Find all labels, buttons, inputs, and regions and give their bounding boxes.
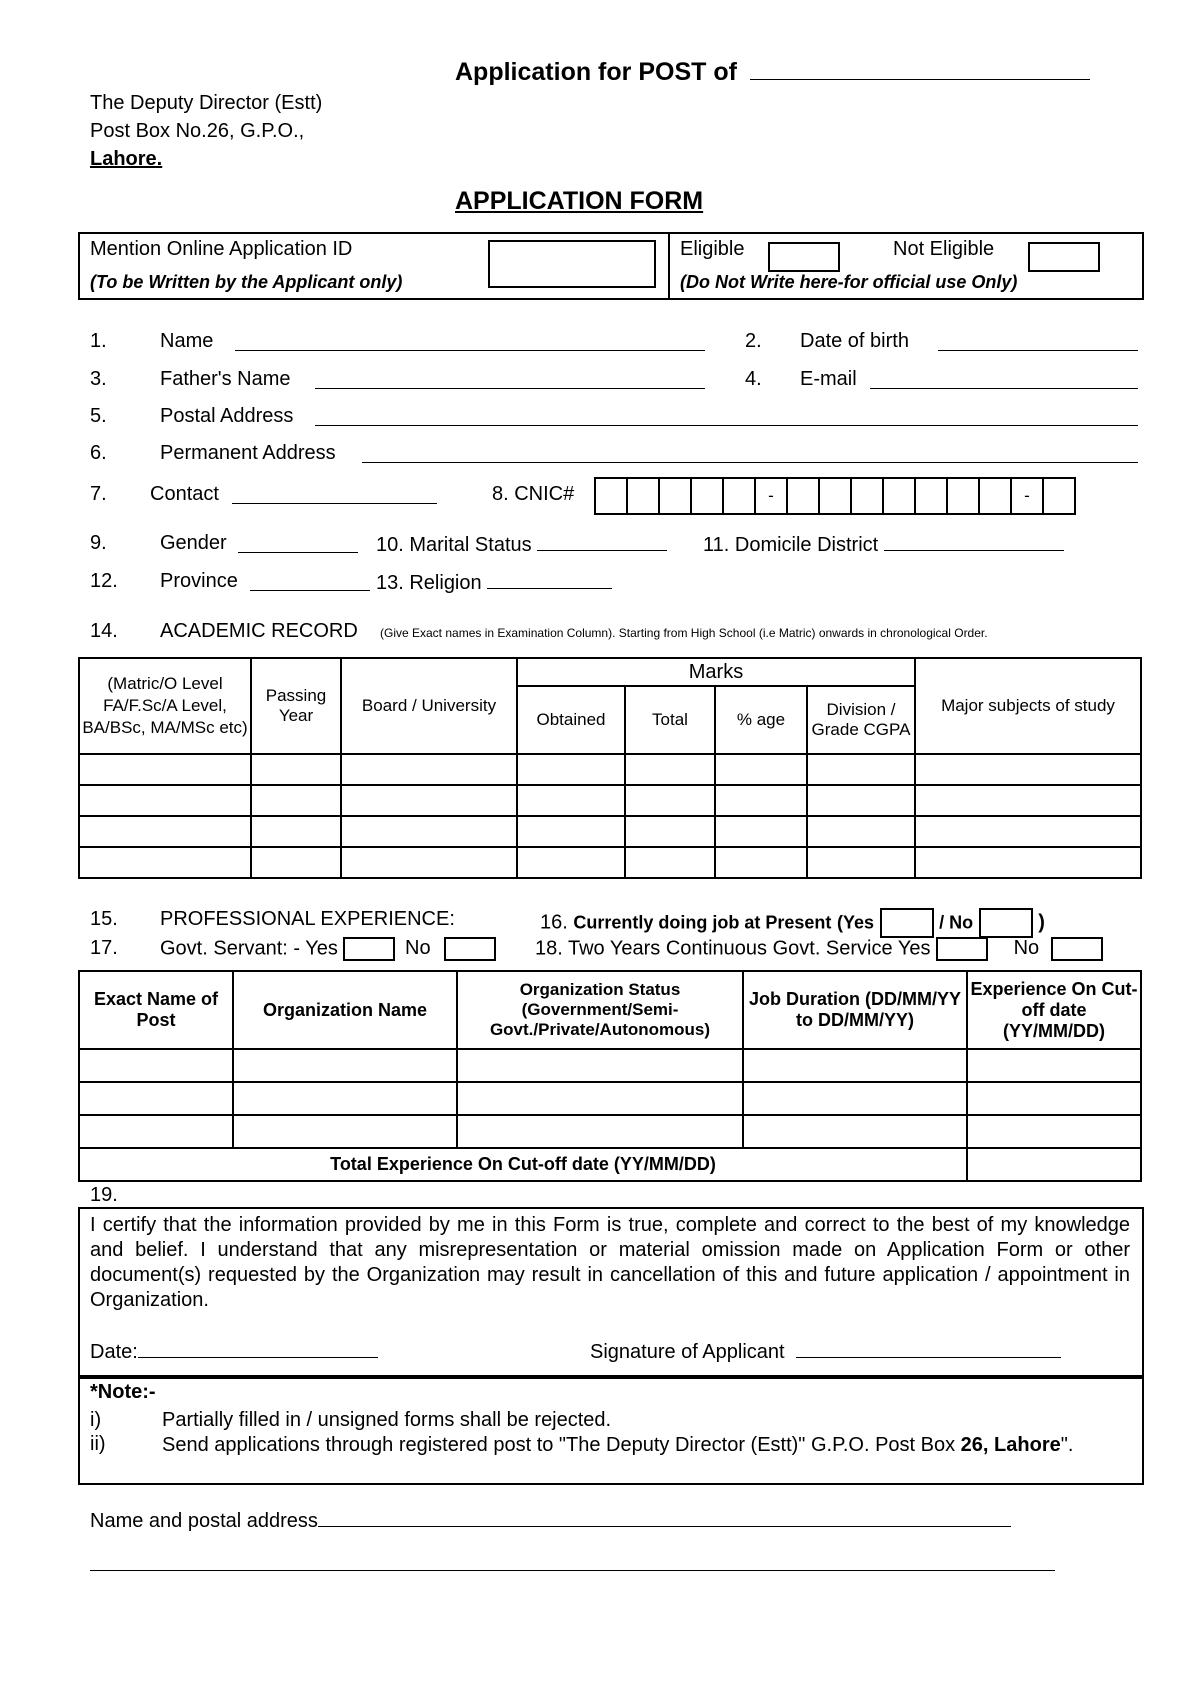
gender-label: Gender	[160, 532, 227, 554]
field-5	[90, 405, 294, 428]
govt-group	[160, 937, 496, 961]
table-row[interactable]	[79, 847, 1141, 878]
field-2	[745, 330, 909, 353]
table-row[interactable]	[79, 754, 1141, 785]
field-3	[90, 368, 291, 391]
col-board: Board / University	[341, 658, 517, 754]
religion-input-line[interactable]	[487, 570, 612, 589]
cnic-digit[interactable]	[851, 478, 883, 514]
q16-yes: (Yes	[836, 912, 874, 933]
num-12: 12.	[90, 570, 118, 592]
q18-no-label: No	[1013, 937, 1040, 960]
signature-field	[590, 1339, 1061, 1364]
field-9	[90, 532, 227, 555]
govt-yes-box[interactable]	[343, 937, 395, 961]
domicile-input-line[interactable]	[884, 532, 1064, 551]
name-address-line[interactable]	[318, 1508, 1011, 1527]
father-label: Father's Name	[160, 368, 291, 390]
num-17: 17.	[90, 937, 118, 959]
num-4: 4.	[745, 368, 762, 390]
marital-label: 10. Marital Status	[376, 534, 532, 556]
field-18	[535, 937, 1103, 961]
form-title: APPLICATION FORM	[455, 187, 704, 215]
note-ii-bold: 26,	[960, 1434, 989, 1456]
official-note: (Do Not Write here-for official use Only)	[680, 272, 1018, 292]
cnic-digit[interactable]	[787, 478, 819, 514]
name-address-line-2[interactable]	[90, 1570, 1055, 1571]
contact-input-line[interactable]	[232, 485, 437, 504]
cnic-digit[interactable]	[627, 478, 659, 514]
cnic-digit[interactable]	[883, 478, 915, 514]
num-6: 6.	[90, 442, 107, 464]
num-14: 14.	[90, 620, 118, 642]
date-label: Date:	[90, 1341, 138, 1363]
name-input-line[interactable]	[235, 332, 705, 351]
online-id-box	[78, 232, 1144, 300]
col-division: Division / Grade CGPA	[807, 686, 915, 754]
col-pct: % age	[715, 686, 807, 754]
col-marks: Marks	[517, 658, 915, 686]
col-year: Passing Year	[251, 658, 341, 754]
q18-yes-box[interactable]	[936, 937, 988, 961]
cnic-digit[interactable]	[947, 478, 979, 514]
note-ii-text-a: Send applications through registered post to "The Deputy Director (Estt)" G.P.O. Post Box	[162, 1434, 956, 1456]
religion-label: 13. Religion	[376, 572, 482, 594]
table-row[interactable]	[79, 1082, 1141, 1115]
postal-input-line[interactable]	[315, 407, 1138, 426]
field-16	[540, 908, 1045, 938]
cnic-digit[interactable]	[979, 478, 1011, 514]
contact-label: Contact	[150, 483, 219, 505]
cnic-digit[interactable]	[819, 478, 851, 514]
father-input-line[interactable]	[315, 370, 705, 389]
field-4	[745, 368, 857, 391]
col-status: Organization Status (Government/Semi-Govt./Private/Autonomous)	[457, 971, 743, 1049]
cnic-dash: -	[1011, 478, 1043, 514]
cnic-dash: -	[755, 478, 787, 514]
field-17	[90, 937, 431, 960]
signature-input-line[interactable]	[796, 1339, 1061, 1358]
num-1: 1.	[90, 330, 107, 352]
dob-input-line[interactable]	[938, 332, 1138, 351]
col-total: Total	[625, 686, 715, 754]
cnic-boxes[interactable]	[594, 477, 1076, 515]
num-15: 15.	[90, 908, 118, 930]
num-5: 5.	[90, 405, 107, 427]
domicile-field	[703, 532, 1064, 557]
govt-no-label: No	[405, 937, 431, 960]
q16-yes-box[interactable]	[880, 908, 934, 938]
cnic-digit[interactable]	[723, 478, 755, 514]
field-1	[90, 330, 214, 353]
province-input-line[interactable]	[250, 572, 370, 591]
academic-label: ACADEMIC RECORD	[160, 620, 358, 642]
note-ii-end: ".	[1060, 1434, 1074, 1456]
note-ii-text	[162, 1433, 1132, 1458]
table-row[interactable]	[79, 1115, 1141, 1148]
email-input-line[interactable]	[870, 370, 1138, 389]
total-experience-label: Total Experience On Cut-off date (YY/MM/DD)	[79, 1148, 967, 1181]
permanent-input-line[interactable]	[362, 444, 1138, 463]
total-experience-cell[interactable]	[967, 1148, 1141, 1181]
field-6	[90, 442, 336, 465]
num-7: 7.	[90, 483, 107, 505]
online-id-label: Mention Online Application ID	[90, 238, 353, 260]
declaration-text: I certify that the information provided by me in this Form is true, complete and correct to the best of my knowledge and belief. I understand that any misrepresentation or material omission made on Application Form or other document(s) requested by the Organization may result in cancellation of this and future application / appointment in Organization.	[90, 1214, 1130, 1311]
academic-table	[78, 657, 1142, 879]
col-duration: Job Duration (DD/MM/YY to DD/MM/YY)	[743, 971, 967, 1049]
table-row[interactable]	[79, 1049, 1141, 1082]
col-org: Organization Name	[233, 971, 457, 1049]
note-i-text: Partially filled in / unsigned forms shall be rejected.	[162, 1409, 612, 1431]
govt-no-box[interactable]	[444, 937, 496, 961]
not-eligible-checkbox[interactable]	[1028, 242, 1100, 272]
address-line2: Post Box No.26, G.P.O.,	[90, 120, 305, 142]
experience-table	[78, 970, 1142, 1182]
post-title-text: Application for POST of	[455, 58, 737, 86]
note-i: i)	[90, 1409, 102, 1431]
academic-note: (Give Exact names in Examination Column). Starting from High School (i.e Matric) onwards in chronological Order.	[380, 626, 988, 640]
field-7	[90, 483, 219, 506]
online-id-note: (To be Written by the Applicant only)	[90, 272, 403, 292]
govt-label: Govt. Servant: - Yes	[160, 937, 338, 960]
domicile-label: 11. Domicile District	[703, 534, 879, 556]
num-9: 9.	[90, 532, 107, 554]
col-exp: Experience On Cut-off date (YY/MM/DD)	[967, 971, 1141, 1049]
q16-text: Currently doing job at Present	[573, 912, 832, 933]
field-12	[90, 570, 238, 593]
q18-label: 18. Two Years Continuous Govt. Service Yes	[535, 937, 931, 960]
not-eligible-label: Not Eligible	[893, 238, 995, 260]
note-title: *Note:-	[90, 1381, 156, 1403]
marital-input-line[interactable]	[537, 532, 667, 551]
q16-no-box[interactable]	[979, 908, 1033, 938]
name-label: Name	[160, 330, 214, 352]
email-label: E-mail	[800, 368, 857, 390]
signature-label: Signature of Applicant	[590, 1341, 785, 1363]
postal-label: Postal Address	[160, 405, 294, 427]
cnic-digit[interactable]	[659, 478, 691, 514]
gender-input-line[interactable]	[238, 534, 358, 553]
table-row[interactable]	[79, 785, 1141, 816]
num-2: 2.	[745, 330, 762, 352]
post-title	[455, 58, 1090, 87]
dob-label: Date of birth	[800, 330, 909, 352]
cnic-digit[interactable]	[595, 478, 627, 514]
post-input-line[interactable]	[750, 61, 1090, 80]
q16-no: / No	[939, 912, 974, 933]
num-19: 19.	[90, 1184, 118, 1206]
table-row[interactable]	[79, 816, 1141, 847]
eligible-label: Eligible	[680, 238, 745, 260]
religion-field	[376, 570, 612, 595]
eligible-checkbox[interactable]	[768, 242, 840, 272]
note-ii-text-b: Lahore	[994, 1434, 1061, 1456]
note-box	[78, 1375, 1144, 1485]
cnic-digit[interactable]	[915, 478, 947, 514]
marital-field	[376, 532, 667, 557]
name-address-label: Name and postal address	[90, 1510, 318, 1532]
online-id-input[interactable]	[488, 240, 656, 288]
date-field	[90, 1339, 378, 1364]
declaration-box	[78, 1207, 1144, 1379]
q18-no-box[interactable]	[1051, 937, 1103, 961]
cnic-digit[interactable]	[691, 478, 723, 514]
col-obtained: Obtained	[517, 686, 625, 754]
col-subjects: Major subjects of study	[915, 658, 1141, 754]
name-address-field	[90, 1508, 1011, 1533]
field-14	[90, 620, 988, 643]
province-label: Province	[160, 570, 238, 592]
num-3: 3.	[90, 368, 107, 390]
box-divider	[668, 234, 670, 298]
q16-close: )	[1038, 911, 1045, 934]
col-exam: (Matric/O Level FA/F.Sc/A Level, BA/BSc, MA/MSc etc)	[79, 658, 251, 754]
address-line1: The Deputy Director (Estt)	[90, 92, 323, 114]
cnic-label: 8. CNIC#	[492, 483, 575, 505]
experience-label: PROFESSIONAL EXPERIENCE:	[160, 908, 455, 930]
field-15	[90, 908, 455, 931]
address-line3: Lahore.	[90, 148, 163, 170]
permanent-label: Permanent Address	[160, 442, 336, 464]
date-input-line[interactable]	[138, 1339, 378, 1358]
note-ii: ii)	[90, 1433, 106, 1455]
col-post: Exact Name of Post	[79, 971, 233, 1049]
num-16: 16.	[540, 911, 568, 934]
cnic-digit[interactable]	[1043, 478, 1075, 514]
